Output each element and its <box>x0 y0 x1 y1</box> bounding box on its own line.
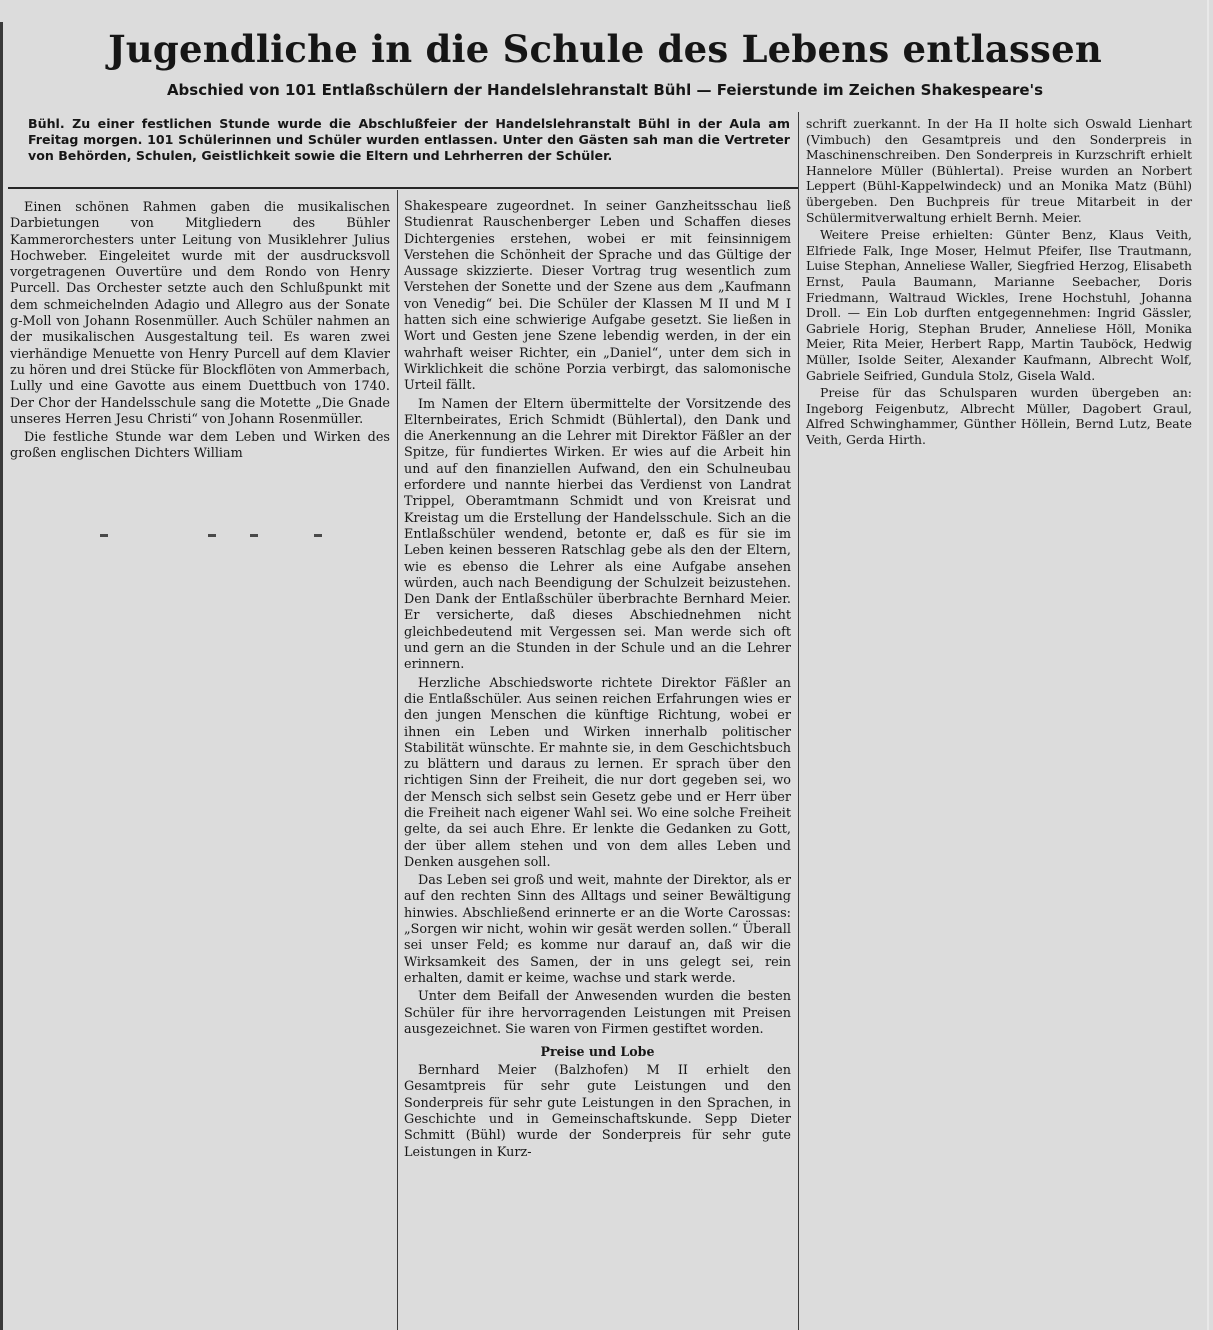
column-1 <box>10 200 390 465</box>
column-2 <box>404 199 791 1163</box>
body-paragraph: Unter dem Beifall der Anwesenden wurden die besten Schüler für ihre hervorragenden Leistungen mit Preisen ausgezeichnet. Sie waren von Firmen gestiftet worden. <box>404 989 791 1037</box>
scan-edge-right <box>1207 0 1209 1330</box>
scan-edge-left <box>0 22 3 1330</box>
column-3 <box>806 116 1192 449</box>
body-paragraph: Herzliche Abschiedsworte richtete Direktor Fäßler an die Entlaßschüler. Aus seinen reichen Erfahrungen wies er den jungen Menschen die künftige Richtung, wobei er ihnen ein Leben und Wirken innerhalb politischer Stabilität wünschte. Er mahnte sie, in dem Geschichtsbuch zu blättern und daraus zu lernen. Er sprach über den richtigen Sinn der Freiheit, die nur dort gegeben sei, wo der Mensch sich selbst sein Gesetz gebe und er Herr über die Freiheit nach eigener Wahl sei. Wo eine solche Freiheit gelte, da sei auch Ehre. Er lenkte die Gedanken zu Gott, der über allem stehen und von dem alles Leben und Denken ausgehen soll. <box>404 675 791 870</box>
body-paragraph: Shakespeare zugeordnet. In seiner Ganzheitsschau ließ Studienrat Rauschenberger Leben und Schaffen dieses Dichtergenies erstehen, wobei er mit feinsinnigem Verstehen die Schönheit der Sprache und das Gültige der Aussage skizzierte. Dieser Vortrag trug wesentlich zum Verstehen der Sonette und der Szene aus dem „Kaufmann von Venedig“ bei. Die Schüler der Klassen M II und M I hatten sich eine schwierige Aufgabe gesetzt. Sie ließen in Wort und Gesten jene Szene lebendig werden, in der ein wahrhaft weiser Richter, ein „Daniel“, unter dem sich in Wirklichkeit die schöne Porzia verbirgt, das salomonische Urteil fällt. <box>404 199 791 394</box>
body-paragraph: Die festliche Stunde war dem Leben und Wirken des großen englischen Dichters William <box>10 430 390 462</box>
lede-rule <box>8 187 798 189</box>
body-paragraph: schrift zuerkannt. In der Ha II holte sich Oswald Lienhart (Vimbuch) den Gesamtpreis und den Sonderpreis in Maschinenschreiben. Den Sonderpreis in Kurzschrift erhielt Hannelore Müller (Bühlertal). Preise wurden an Norbert Leppert (Bühl-Kappelwindeck) und an Monika Matz (Bühl) übergeben. Den Buchpreis für treue Mitarbeit in der Schülermitverwaltung erhielt Bernh. Meier. <box>806 116 1192 225</box>
body-paragraph: Das Leben sei groß und weit, mahnte der Direktor, als er auf den rechten Sinn des Alltags und seiner Bewältigung hinwies. Abschließend erinnerte er an die Worte Carossas: „Sorgen wir nicht, wohin wir gesät werden sollen.“ Überall sei unser Feld; es komme nur darauf an, daß wir die Wirksamkeit des Samen, der in uns gelegt sei, rein erhalten, damit er keime, wachse und stark werde. <box>404 873 791 986</box>
column-end-marks <box>100 534 340 538</box>
lede-paragraph <box>28 116 790 164</box>
subheadline: Abschied von 101 Entlaßschülern der Handelslehranstalt Bühl — Feierstunde im Zeichen Shakespeare's <box>166 81 1044 99</box>
lede-text: Bühl. Zu einer festlichen Stunde wurde die Abschlußfeier der Handelslehranstalt Bühl in der Aula am Freitag morgen. 101 Schülerinnen und Schüler wurden entlassen. Unter den Gästen sah man die Vertreter von Behörden, Schulen, Geistlichkeit sowie die Eltern und Lehrherren der Schüler. <box>28 116 790 163</box>
headline: Jugendliche in die Schule des Lebens entlassen <box>108 27 1102 71</box>
body-paragraph: Weitere Preise erhielten: Günter Benz, Klaus Veith, Elfriede Falk, Inge Moser, Helmut Pfeifer, Ilse Trautmann, Luise Stephan, Anneliese Waller, Siegfried Herzog, Elisabeth Ernst, Paula Baumann, Marianne Seebacher, Doris Friedmann, Waltraud Wickles, Irene Hochstuhl, Johanna Droll. — Ein Lob durften entgegennehmen: Ingrid Gässler, Gabriele Horig, Stephan Bruder, Anneliese Höll, Monika Meier, Rita Meier, Herbert Rapp, Martin Tauböck, Hedwig Müller, Isolde Seiter, Alexander Kaufmann, Albrecht Wolf, Gabriele Seifried, Gundula Stolz, Gisela Wald. <box>806 227 1192 383</box>
section-heading: Preise und Lobe <box>540 1044 655 1060</box>
body-paragraph: Einen schönen Rahmen gaben die musikalischen Darbietungen von Mitgliedern des Bühler Kammerorchesters unter Leitung von Musiklehrer Julius Hochweber. Eingeleitet wurde mit der ausdrucksvoll vorgetragenen Ouvertüre und dem Rondo von Henry Purcell. Das Orchester setzte auch den Schlußpunkt mit dem schmeichelnden Adagio und Allegro aus der Sonate g-Moll von Johann Rosenmüller. Auch Schüler nahmen an der musikalischen Ausgestaltung teil. Es waren zwei vierhändige Menuette von Henry Purcell auf dem Klavier zu hören und drei Stücke für Blockflöten von Ammerbach, Lully und eine Gavotte aus einem Duettbuch von 1740. Der Chor der Handelsschule sang die Motette „Die Gnade unseres Herren Jesu Christi“ von Johann Rosenmüller. <box>10 200 390 427</box>
body-paragraph: Preise für das Schulsparen wurden übergeben an: Ingeborg Feigenbutz, Albrecht Müller, Dagobert Graul, Alfred Schwinghammer, Günther Höllein, Bernd Lutz, Beate Veith, Gerda Hirth. <box>806 385 1192 447</box>
body-paragraph: Im Namen der Eltern übermittelte der Vorsitzende des Elternbeirates, Erich Schmidt (Bühlertal), den Dank und die Anerkennung an die Lehrer mit Direktor Fäßler an der Spitze, für fundiertes Wirken. Er wies auf die Arbeit hin und auf den finanziellen Aufwand, den ein Schulneubau erfordere und nannte hierbei das Verdienst von Landrat Trippel, Oberamtmann Schmidt und von Kreisrat und Kreistag um die Erstellung der Handelsschule. Sich an die Entlaßschüler wendend, betonte er, daß es für sie im Leben keinen besseren Ratschlag gebe als den der Eltern, wie es ebenso die Lehrer als eine Aufgabe ansehen würden, auch nach Beendigung der Schulzeit beizustehen. Den Dank der Entlaßschüler überbrachte Bernhard Meier. Er versicherte, daß dieses Abschiednehmen nicht gleichbedeutend mit Vergessen sei. Man werde sich oft und gern an die Stunden in der Schule und an die Lehrer erinnern. <box>404 396 791 673</box>
column-divider-1 <box>397 190 398 1330</box>
column-divider-2 <box>798 112 799 1330</box>
body-paragraph: Bernhard Meier (Balzhofen) M II erhielt den Gesamtpreis für sehr gute Leistungen und den Sonderpreis für sehr gute Leistungen in den Sprachen, in Geschichte und in Gemeinschaftskunde. Sepp Dieter Schmitt (Bühl) wurde der Sonderpreis für sehr gute Leistungen in Kurz- <box>404 1063 791 1160</box>
